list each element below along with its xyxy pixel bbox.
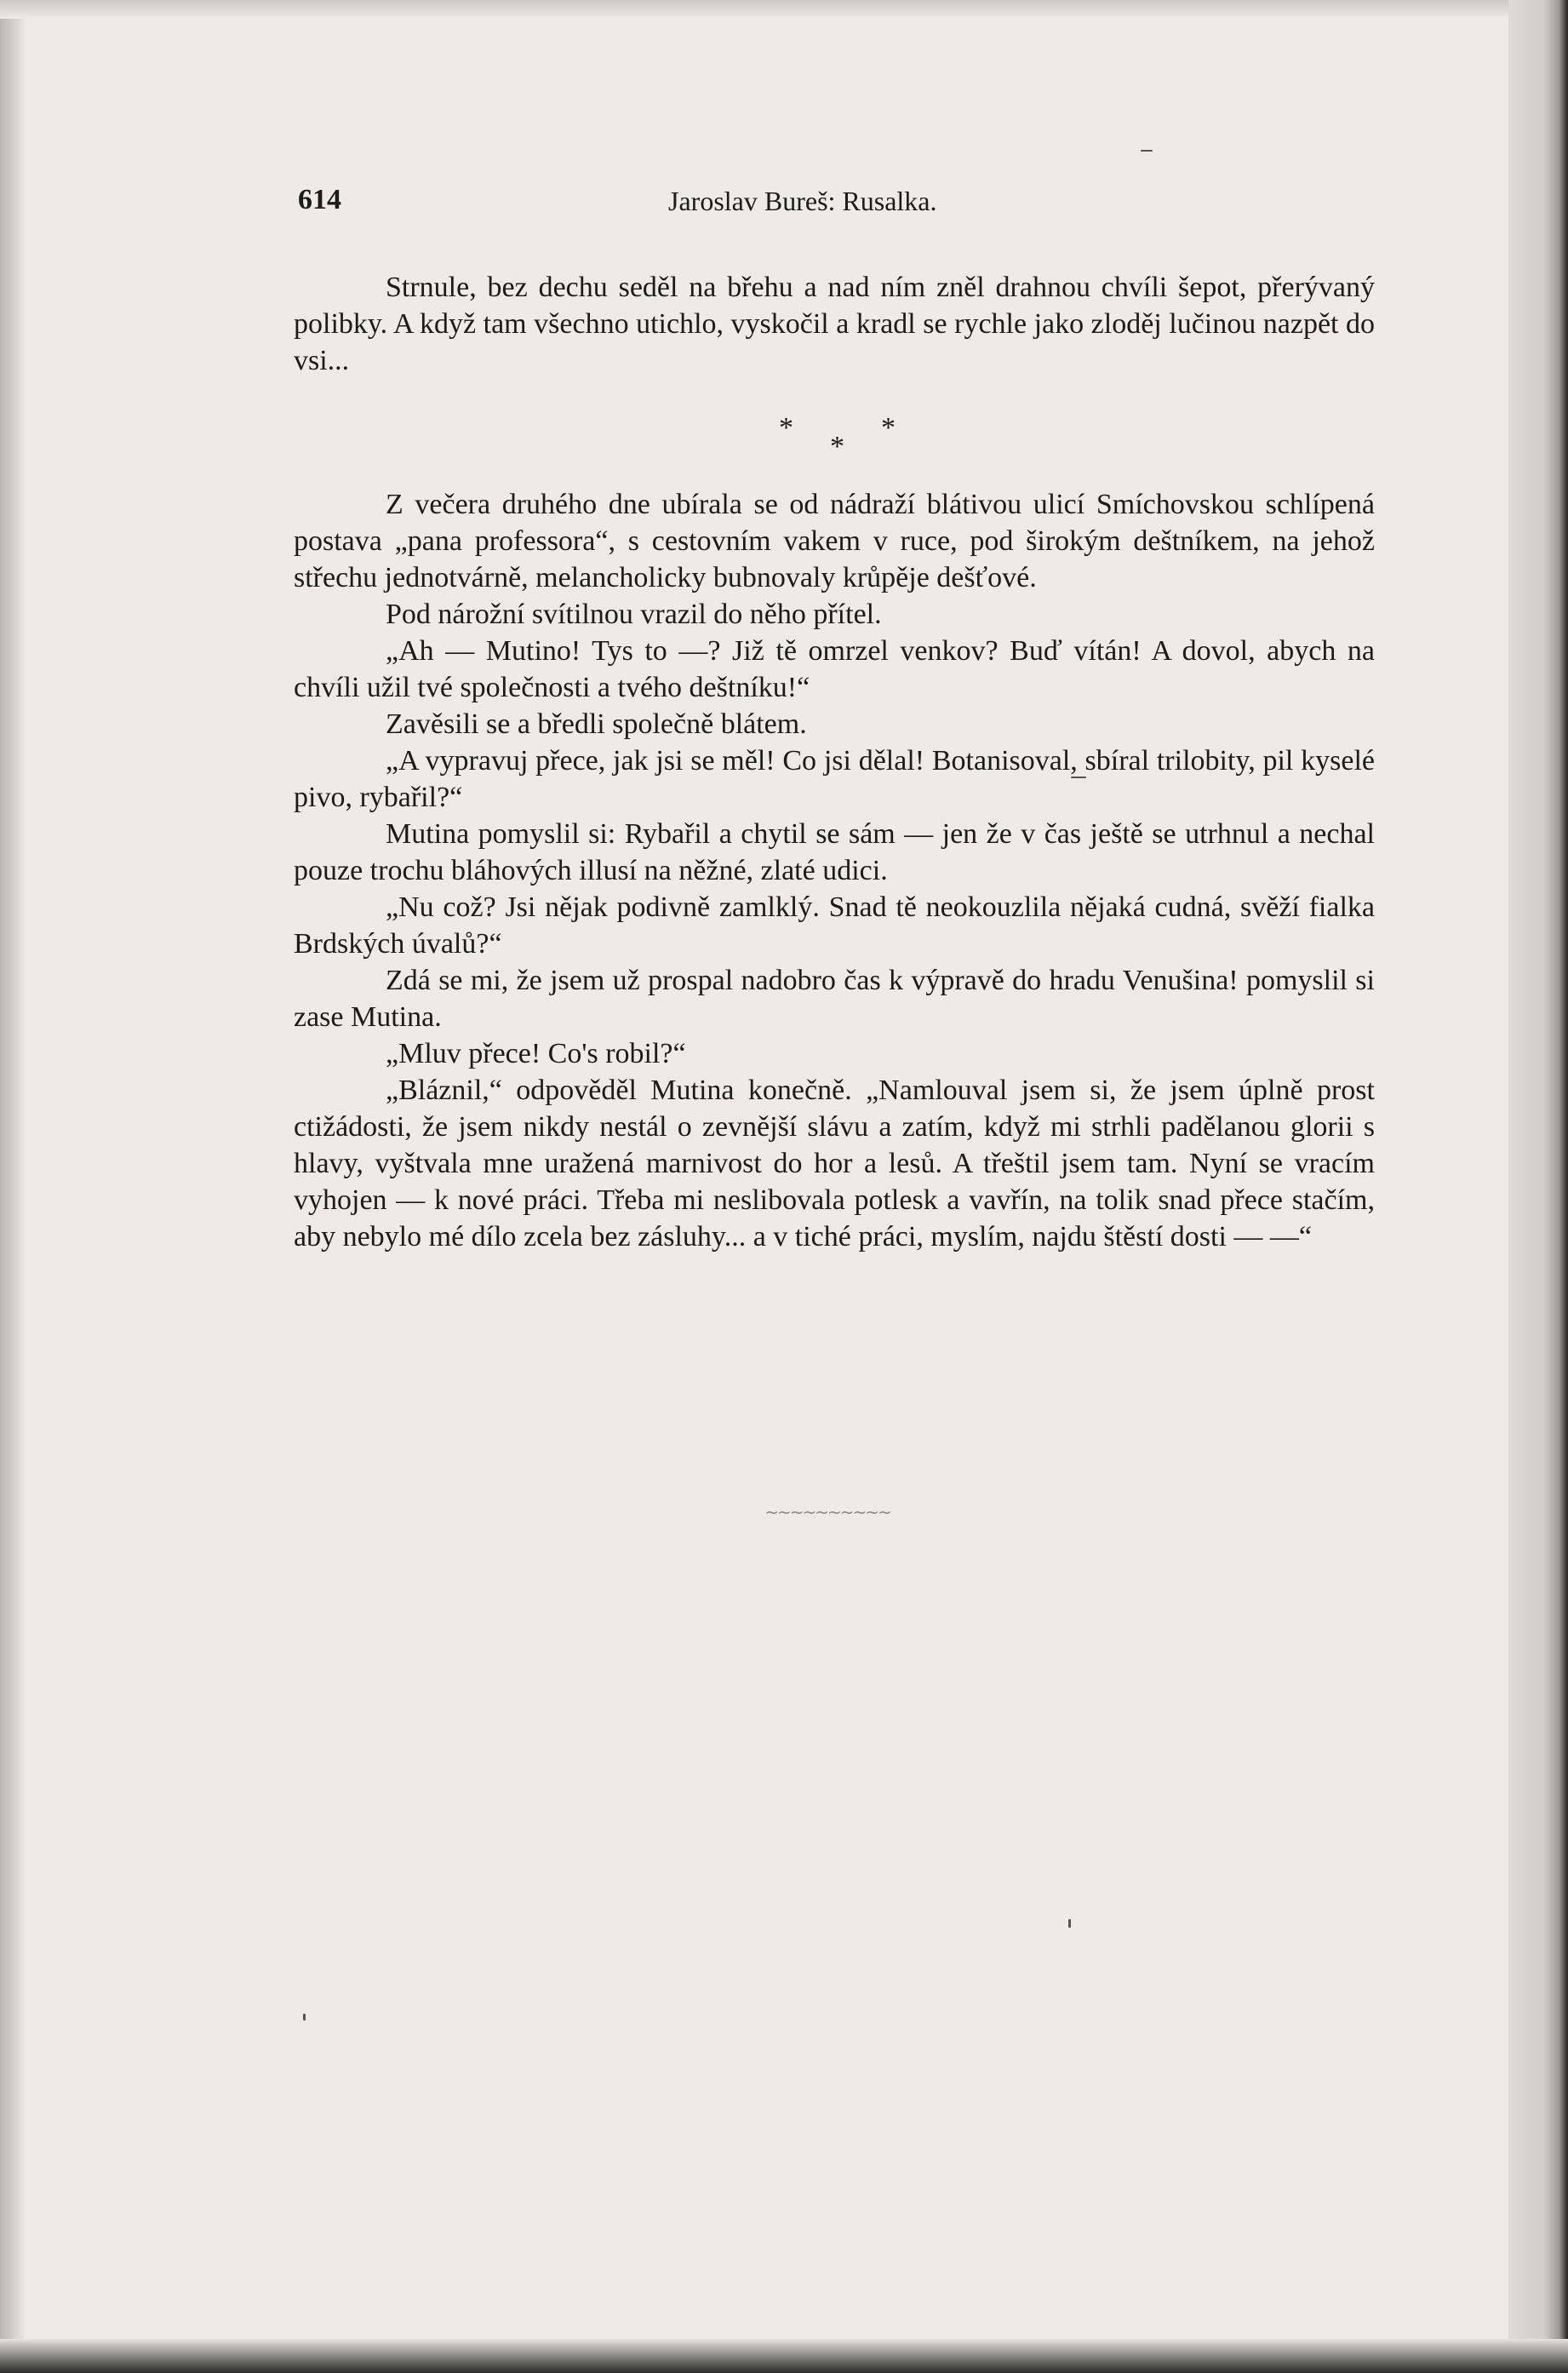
end-ornament: ~~~~~~~~~~: [764, 1502, 890, 1522]
paragraph: „Bláznil,“ odpověděl Mutina konečně. „Namlouval jsem si, že jsem úplně prost ctižádosti, že jsem nikdy nestál o zevnější slávu a zatím, když mi strhli padělanou glorii s hlavy, vyštvala mne uražená marnivost do hor a lesů. A třeštil jsem tam. Nyní se vracím vyhojen — k nové práci. Třeba mi neslibovala potlesk a vavřín, na tolik snad přece stačím, aby nebylo mé dílo zcela bez zásluhy... a v tiché práci, myslím, najdu štěstí dosti — —“: [294, 1075, 1375, 1252]
page-shadow-bottom: [0, 2339, 1568, 2373]
running-head: Jaroslav Bureš: Rusalka.: [668, 186, 937, 216]
print-speck: [303, 2014, 306, 2020]
page-shadow-right: [1508, 0, 1568, 2373]
page-number: 614: [298, 184, 341, 215]
paragraph: „A vypravuj přece, jak jsi se měl! Co jsi dělal! Botanisoval, sbíral trilobity, pil kyselé pivo, rybařil?“: [294, 745, 1375, 813]
print-speck: [1071, 777, 1086, 778]
paragraph: Strnule, bez dechu seděl na břehu a nad ním zněl drahnou chvíli šepot, přerývaný polibky. A když tam všechno utichlo, vyskočil a kradl se rychle jako zloděj lučinou nazpět do vsi...: [294, 272, 1375, 376]
paragraph: „Ah — Mutino! Tys to —? Již tě omrzel venkov? Buď vítán! A dovol, abych na chvíli užil tvé společnosti a tvého deštníku!“: [294, 635, 1375, 703]
paragraph: „Mluv přece! Co's robil?“: [386, 1038, 686, 1069]
print-speck: [1141, 150, 1153, 152]
paragraph: Zdá se mi, že jsem už prospal nadobro čas k výpravě do hradu Venušina! pomyslil si zase Mutina.: [294, 965, 1375, 1033]
section-break-star: *: [881, 412, 896, 444]
section-break: [294, 379, 1375, 486]
print-speck: [1068, 1919, 1071, 1928]
page-shadow-left: [0, 0, 24, 2373]
body-text: [294, 269, 1375, 1255]
section-break-star: *: [830, 431, 844, 462]
page-header: [298, 184, 1375, 226]
paragraph: „Nu což? Jsi nějak podivně zamlklý. Snad tě neokouzlila nějaká cudná, svěží fialka Brdských úvalů?“: [294, 891, 1375, 960]
page-shadow-top: [0, 0, 1568, 19]
paragraph: Z večera druhého dne ubírala se od nádraží blátivou ulicí Smíchovskou schlípená postava „pana professora“, s cestovním vakem v ruce, pod širokým deštníkem, na jehož střechu jednotvárně, melancholicky bubnovaly krůpěje dešťové.: [294, 489, 1375, 593]
paragraph: Pod nárožní svítilnou vrazil do něho přítel.: [386, 599, 882, 630]
paragraph: Mutina pomyslil si: Rybařil a chytil se sám — jen že v čas ještě se utrhnul a nechal pouze trochu bláhových illusí na něžné, zlaté udici.: [294, 818, 1375, 886]
paragraph: Zavěsili se a bředli společně blátem.: [386, 708, 807, 740]
section-break-star: *: [779, 412, 793, 444]
